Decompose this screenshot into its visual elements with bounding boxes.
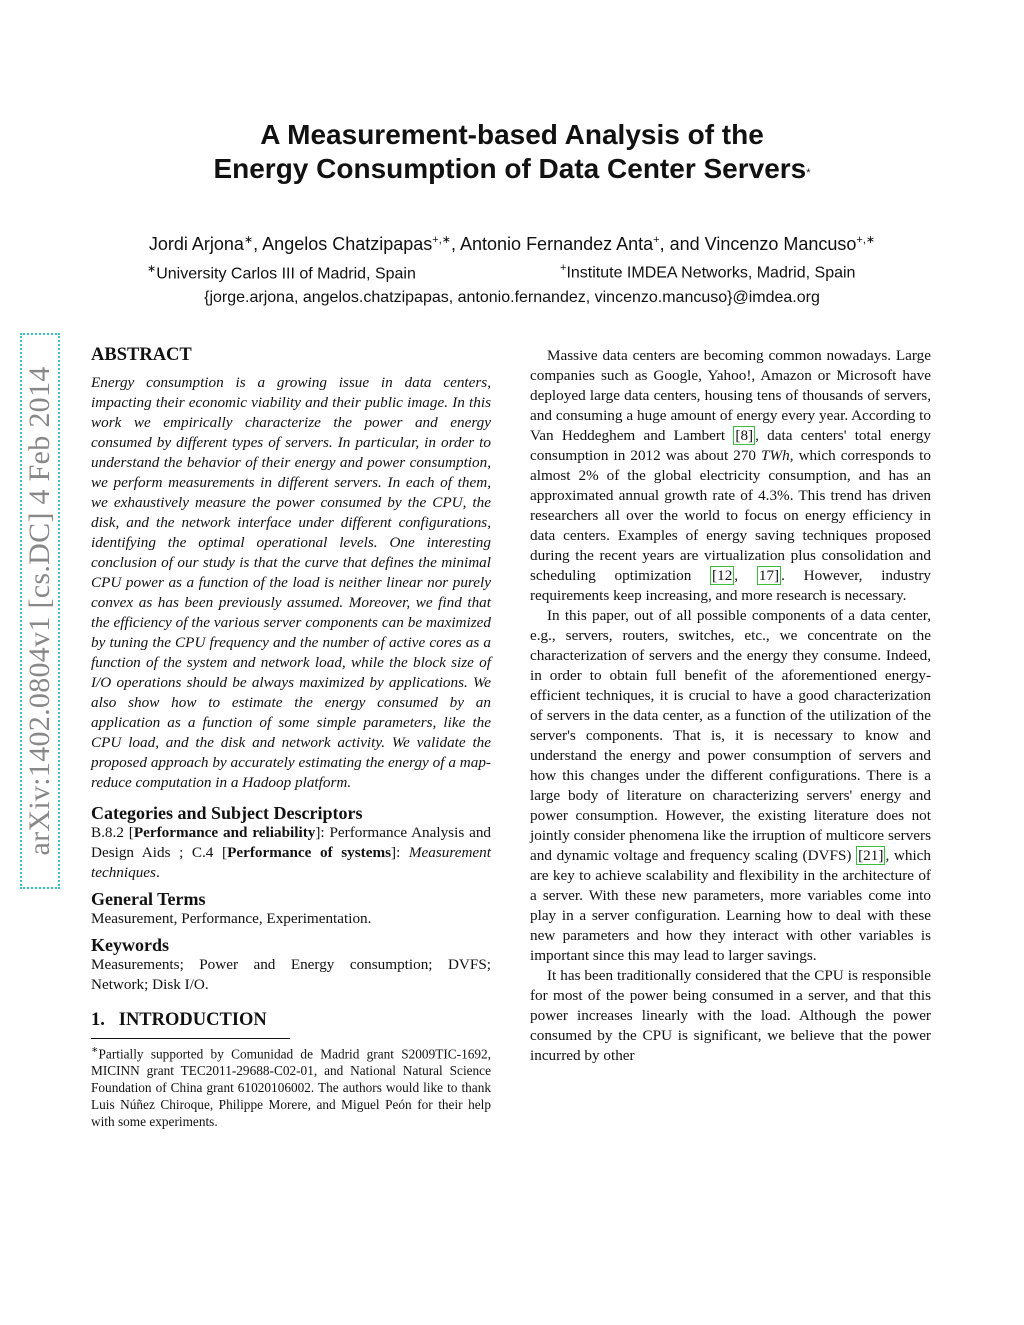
general-terms-heading: General Terms — [91, 889, 206, 909]
arxiv-id: arXiv:1402.0804v1 [cs.DC] 4 Feb 2014 — [23, 366, 56, 856]
author-name: Angelos Chatzipapas — [262, 234, 433, 254]
right-column — [530, 346, 931, 1066]
categories-text: B.8.2 [Performance and reliability]: Performance Analysis and Design Aids ; C.4 [Performance of systems]: Measurement techniques. — [91, 824, 492, 881]
intro-paragraph-1: Massive data centers are becoming common nowadays. Large companies such as Google, Yahoo!, Amazon or Microsoft have deployed large data centers, housing tens of thousands of servers, and consuming a huge amount of energy every year. According to Van Heddeghem and Lambert [8] , data centers' total energy consumption in 2012 was about 270 TWh, which corresponds to almost 2% of the global electricity consumption, and has an approximated annual growth rate of 4.3%. This trend has driven researchers all over the world to focus on energy efficiency in data centers. Examples of energy saving techniques proposed during the recent years are virtualization plus consolidation and scheduling optimization [12 , 17] . However, industry requirements keep increasing, and more research is necessary. — [530, 347, 931, 604]
author-name: Antonio Fernandez Anta — [460, 234, 654, 254]
citation-link[interactable]: 17] — [758, 567, 780, 584]
author-mark: +,∗ — [432, 234, 451, 246]
author-name: Jordi Arjona — [148, 234, 244, 254]
abstract-heading: ABSTRACT — [91, 345, 192, 365]
footnote-divider — [91, 1038, 290, 1039]
affiliation-imdea: +Institute IMDEA Networks, Madrid, Spain — [560, 262, 856, 282]
intro-paragraph-2: In this paper, out of all possible components of a data center, e.g., servers, routers, switches, etc., we concentrate on the characterization of servers and the energy they consume. Indeed, in order to obtain full benefit of the aforementioned energy-efficient techniques, it is crucial to have a good characterization of servers in the data center, as a function of the utilization of the server's components. That is, it is necessary to know and understand the energy and power consumption of servers and how this changes under the different configurations. There is a large body of literature on characterizing servers' energy and power consumption. However, the existing literature does not jointly consider phenomena like the irruption of multicore servers and dynamic voltage and frequency scaling (DVFS) [21] , which are key to achieve scalability and flexibility in the architecture of a server. With these new parameters, more variables come into play in a server configuration. Learning how to deal with these new parameters and how they interact with other variables is important since this may lead to larger savings. — [530, 607, 932, 964]
keywords-text: Measurements; Power and Energy consumption; DVFS; Network; Disk I/O. — [91, 956, 491, 993]
intro-paragraph-3: It has been traditionally considered that the CPU is responsible for most of the power being consumed in a server, and that this power increases linearly with the load. Although the power consumed by the CPU is significant, we believe that the power incurred by other — [530, 967, 931, 1064]
author-mark: + — [653, 234, 660, 246]
author-list: Jordi Arjona∗, Angelos Chatzipapas+,∗, Antonio Fernandez Anta+, and Vincenzo Mancuso+,∗ — [148, 234, 876, 254]
title-footnote-mark: * — [806, 167, 811, 179]
footnote: ∗Partially supported by Comunidad de Madrid grant S2009TIC-1692, MICINN grant TEC2011-29688-C02-01, and National Natural Science Foundation of China grant 61020106002. The authors would like to thank Luis Núñez Chiroque, Philippe Morere, and Miguel Peón for their help with some experiments. — [91, 1044, 491, 1130]
author-name: Vincenzo Mancuso — [704, 234, 857, 254]
paper-title — [0, 118, 1024, 190]
author-mark: ∗ — [243, 234, 254, 246]
categories-heading: Categories and Subject Descriptors — [91, 803, 363, 823]
author-emails: {jorge.arjona, angelos.chatzipapas, antonio.fernandez, vincenzo.mancuso}@imdea.org — [204, 289, 820, 306]
title-line-2: Energy Consumption of Data Center Servers* — [213, 153, 811, 184]
keywords-heading: Keywords — [91, 935, 169, 955]
author-mark: +,∗ — [856, 234, 876, 246]
title-line-1: A Measurement-based Analysis of the — [260, 119, 764, 150]
left-column — [91, 344, 491, 1130]
citation-link[interactable]: [21] — [858, 847, 884, 864]
introduction-heading: 1. INTRODUCTION — [91, 1010, 267, 1030]
citation-link[interactable]: [12 — [712, 567, 733, 584]
citation-link[interactable]: [8] — [735, 427, 754, 444]
affiliation-uc3m: ∗University Carlos III of Madrid, Spain — [147, 263, 416, 283]
general-terms-text: Measurement, Performance, Experimentation. — [91, 910, 372, 927]
abstract-text: Energy consumption is a growing issue in data centers, impacting their economic viability and their public image. In this work we empirically characterize the power and energy consumed by different types of servers. In particular, in order to understand the behavior of their energy and power consumption, we perform measurements in different servers. In each of them, we exhaustively measure the power consumed by the CPU, the disk, and the network interface under different configurations, identifying the optimal operational levels. One interesting conclusion of our study is that the curve that defines the minimal CPU power as a function of the load is neither linear nor purely convex as has been previously assumed. Moreover, we find that the efficiency of the various server components can be maximized by tuning the CPU frequency and the number of active cores as a function of the system and network load, while the block size of I/O operations should be always maximized by applications. We also show how to estimate the energy consumed by an application as a function of some simple parameters, like the CPU load, and the disk and network activity. We validate the proposed approach by accurately estimating the energy of a map-reduce computation in a Hadoop platform. — [91, 374, 491, 791]
arxiv-stamp — [20, 333, 60, 889]
